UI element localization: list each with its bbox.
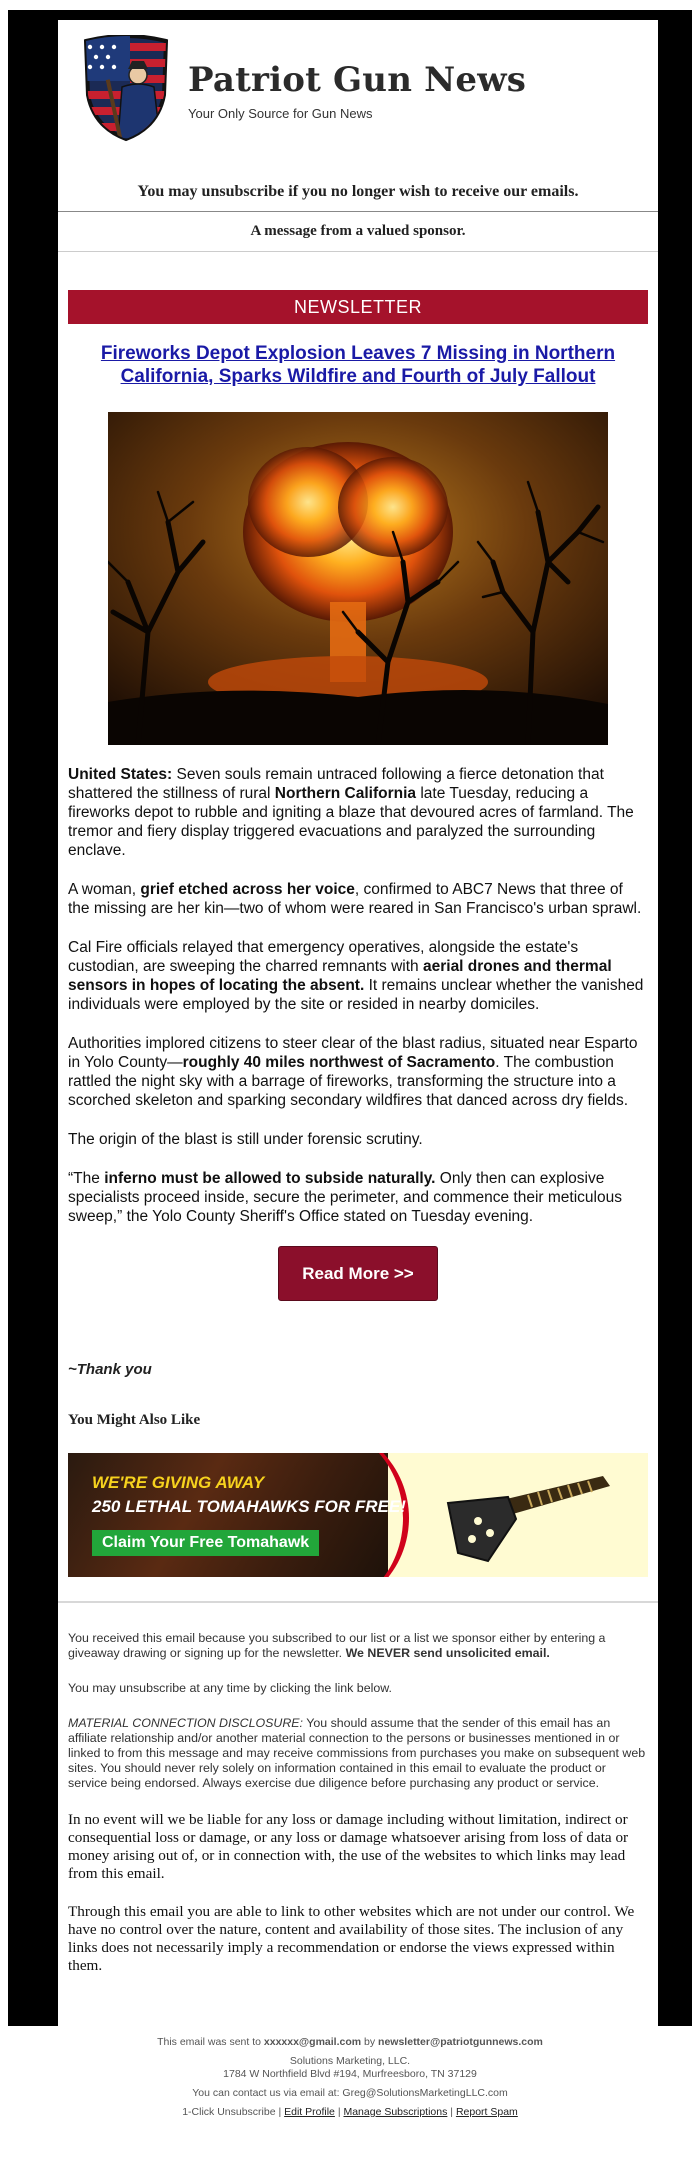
separator: | xyxy=(447,2106,456,2118)
banner-headline-2: 250 LETHAL TOMAHAWKS FOR FREE! xyxy=(92,1497,406,1516)
sent-to-line xyxy=(0,2036,700,2049)
edit-profile-link[interactable]: Edit Profile xyxy=(284,2106,335,2118)
banner-headline-1: WE'RE GIVING AWAY xyxy=(92,1473,265,1492)
newsletter-bar: NEWSLETTER xyxy=(68,290,648,324)
text-span: “The xyxy=(68,1170,105,1187)
text-span: Seven souls remain untraced following a fierce detonation that shattered the stillness of rural xyxy=(68,766,604,802)
text-span: We NEVER send unsolicited email. xyxy=(345,1646,550,1660)
article-paragraph xyxy=(68,1034,648,1110)
signoff: ~Thank you xyxy=(68,1361,152,1378)
manage-subscriptions-link[interactable]: Manage Subscriptions xyxy=(343,2106,448,2118)
text-span: by xyxy=(361,2036,379,2048)
footer-links xyxy=(0,2106,700,2119)
email-card xyxy=(58,20,658,2036)
text-span: , confirmed to ABC7 News that three of the missing are her kin—two of whom were reared in San Francisco's urban sprawl. xyxy=(68,881,642,917)
tomahawk-ad-banner[interactable] xyxy=(68,1453,648,1577)
one-click-unsubscribe-label: 1-Click Unsubscribe xyxy=(182,2106,276,2118)
text-span: Northern California xyxy=(274,785,417,802)
email-frame xyxy=(8,10,692,2026)
unsubscribe-note: You may unsubscribe if you no longer wish to receive our emails. xyxy=(58,183,658,212)
main-content xyxy=(58,290,658,1577)
separator: | xyxy=(334,2106,344,2118)
claim-tomahawk-button[interactable]: Claim Your Free Tomahawk xyxy=(92,1530,319,1556)
legal-paragraph xyxy=(68,1631,648,1661)
company-address: 1784 W Northfield Blvd #194, Murfreesboro, TN 37129 xyxy=(223,2068,477,2080)
text-span: grief etched across her voice xyxy=(140,881,355,898)
article-paragraph: The origin of the blast is still under forensic scrutiny. xyxy=(68,1131,423,1148)
brand-title: Patriot Gun News xyxy=(188,60,527,100)
text-span: It remains unclear whether the vanished individuals were employed by the site or resided in nearby domiciles. xyxy=(68,977,644,1013)
text-span: This email was sent to xyxy=(157,2036,264,2048)
explosion-hero-image[interactable] xyxy=(108,412,608,745)
recipient-email: xxxxxx@gmail.com xyxy=(263,2036,362,2048)
article-headline-link[interactable]: Fireworks Depot Explosion Leaves 7 Missing in Northern California, Sparks Wildfire and Fourth of July Fallout xyxy=(100,343,616,387)
disclosure-paragraph xyxy=(68,1716,648,1791)
legal-paragraph: You may unsubscribe at any time by clicking the link below. xyxy=(68,1681,392,1695)
legal-section xyxy=(58,1603,658,1975)
separator: | xyxy=(275,2106,285,2118)
text-span: You received this email because you subscribed to our list or a list we sponsor either by entering a giveaway drawing or signing up for the newsletter. xyxy=(68,1631,606,1660)
article-body xyxy=(68,765,648,1226)
article-paragraph xyxy=(68,1169,648,1226)
liability-paragraph: In no event will we be liable for any loss or damage including without limitation, indirect or consequential loss or damage, or any loss or damage whatsoever arising from loss of data or money arising out of, or in connection with, the use of the websites to which links may lead from this email. xyxy=(68,1811,629,1882)
read-more-wrap xyxy=(68,1246,648,1301)
email-footer xyxy=(0,2036,700,2125)
company-name: Solutions Marketing, LLC. xyxy=(289,2055,411,2067)
text-span: . The combustion rattled the night sky with a barrage of fireworks, transforming the structure into a scorched skeleton and sparking secondary wildfires that danced across dry fields. xyxy=(68,1054,629,1109)
text-span: aerial drones and thermal sensors in hopes of locating the absent. xyxy=(68,958,612,994)
email-header xyxy=(58,20,658,155)
text-span: roughly 40 miles northwest of Sacramento xyxy=(182,1054,496,1071)
text-span: Only then can explosive specialists proceed inside, secure the perimeter, and commence their meticulous sweep,” the Yolo County Sheriff's Office stated on Tuesday evening. xyxy=(68,1170,622,1225)
text-span: inferno must be allowed to subside naturally. xyxy=(104,1170,436,1187)
text-span: You should assume that the sender of this email has an affiliate relationship and/or another material connection to the persons or businesses mentioned in or linked to from this message and may receive commissions from purchases you make on subsequent web sites. You should never rely solely on information contained in this email to evaluate the product or service being endorsed. Always exercise due diligence before purchasing any product or service. xyxy=(68,1716,646,1790)
text-span: Cal Fire officials relayed that emergency operatives, alongside the estate's custodian, are sweeping the charred remnants with xyxy=(68,939,579,975)
text-span: MATERIAL CONNECTION DISCLOSURE: xyxy=(68,1716,303,1730)
external-links-paragraph: Through this email you are able to link to other websites which are not under our control. We have no control over the nature, content and availability of those sites. The inclusion of any links does not necessarily imply a recommendation or endorse the views expressed within them. xyxy=(68,1903,635,1974)
sender-email: newsletter@patriotgunnews.com xyxy=(378,2036,543,2048)
article-paragraph xyxy=(68,938,648,1014)
article-paragraph xyxy=(68,880,648,918)
sponsor-note: A message from a valued sponsor. xyxy=(58,212,658,252)
also-like-heading: You Might Also Like xyxy=(68,1412,201,1428)
text-span: A woman, xyxy=(68,881,141,898)
read-more-button[interactable]: Read More >> xyxy=(278,1246,438,1301)
text-span: late Tuesday, reducing a fireworks depot to rubble and igniting a blaze that devoured acres of farmland. The tremor and fiery display triggered evacuations and paralyzed the surrounding enclave. xyxy=(68,785,634,859)
patriot-shield-logo-icon[interactable] xyxy=(78,35,174,143)
article-paragraph xyxy=(68,765,648,860)
tomahawk-icon xyxy=(428,1461,628,1571)
text-span: United States: xyxy=(68,766,173,783)
brand-subtitle: Your Only Source for Gun News xyxy=(188,106,373,121)
report-spam-link[interactable]: Report Spam xyxy=(455,2106,518,2118)
text-span: Authorities implored citizens to steer clear of the blast radius, situated near Esparto in Yolo County— xyxy=(68,1035,638,1071)
contact-line: You can contact us via email at: Greg@SolutionsMarketingLLC.com xyxy=(192,2087,508,2099)
